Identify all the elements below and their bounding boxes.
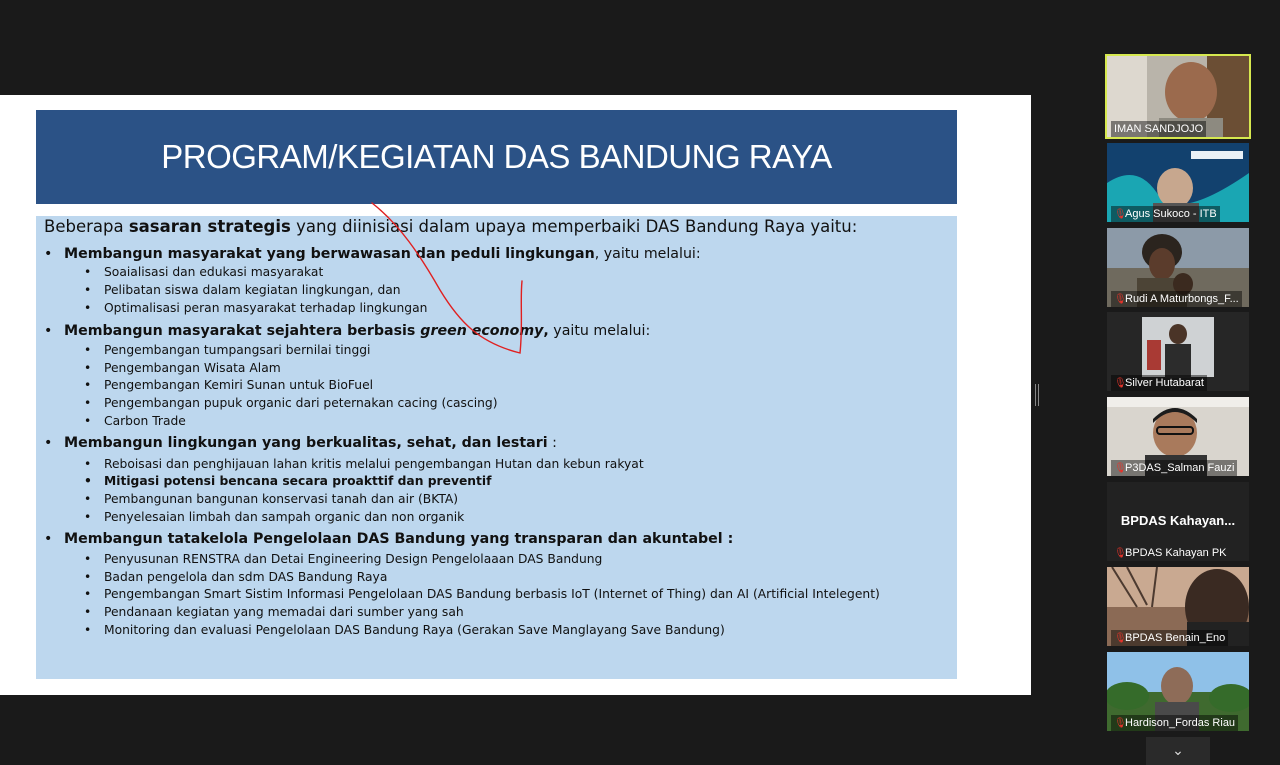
list-item-text: Carbon Trade <box>104 414 186 428</box>
participant-name <box>1111 291 1242 307</box>
section-rest: : <box>547 435 557 451</box>
list-item-text: Monitoring dan evaluasi Pengelolaan DAS Bandung Raya (Gerakan Save Manglayang Save Bandung) <box>104 623 725 637</box>
participant-name-text: IMAN SANDJOJO <box>1114 123 1204 135</box>
panel-resize-handle[interactable] <box>1035 384 1039 406</box>
participant-name-text: Hardison_Fordas Riau <box>1125 717 1236 729</box>
participant-tile[interactable] <box>1107 652 1249 731</box>
slide-intro <box>44 216 857 238</box>
participant-tile[interactable] <box>1107 143 1249 222</box>
list-item-text: Penyelesaian limbah dan sampah organic dan non organik <box>104 510 465 524</box>
bullet: • <box>44 323 53 339</box>
section-rest: , yaitu melalui: <box>594 246 701 262</box>
bullet: • <box>44 246 53 262</box>
participant-name-text: Rudi A Maturbongs_F... <box>1125 293 1239 305</box>
slide-body <box>36 216 957 679</box>
section-heading <box>44 434 557 452</box>
chevron-down-icon: ⌄ <box>1172 743 1184 759</box>
list-item <box>84 300 427 316</box>
mic-muted-icon: 🎙 <box>1114 718 1127 729</box>
bullet: • <box>84 605 92 619</box>
list-item <box>84 342 370 358</box>
section-bold: Membangun tatakelola Pengelolaan DAS Bandung yang transparan dan akuntabel : <box>64 531 734 547</box>
list-item-text: Pelibatan siswa dalam kegiatan lingkungan, dan <box>104 283 401 297</box>
mic-muted-icon: 🎙 <box>1114 378 1127 389</box>
list-item <box>84 622 725 638</box>
bullet: • <box>84 474 92 488</box>
list-item <box>84 604 464 620</box>
bullet: • <box>84 301 92 315</box>
bullet: • <box>84 343 92 357</box>
list-item-text: Pengembangan Smart Sistim Informasi Pengelolaan DAS Bandung berbasis IoT (Internet of Thing) dan AI (Artificial Intelegent) <box>104 587 880 601</box>
list-item <box>84 413 186 429</box>
bullet: • <box>44 531 53 547</box>
section-heading <box>44 322 650 340</box>
participant-name <box>1111 545 1230 561</box>
bullet: • <box>84 378 92 392</box>
mic-muted-icon: 🎙 <box>1114 548 1127 559</box>
list-item <box>84 473 492 489</box>
list-item-text: Pengembangan pupuk organic dari peternakan cacing (cascing) <box>104 396 498 410</box>
list-item-text: Badan pengelola dan sdm DAS Bandung Raya <box>104 570 388 584</box>
bullet: • <box>84 283 92 297</box>
bullet: • <box>84 361 92 375</box>
participant-tile[interactable] <box>1107 567 1249 646</box>
section-bold: Membangun lingkungan yang berkualitas, sehat, dan lestari <box>64 435 548 451</box>
slide-header <box>36 110 957 204</box>
scroll-down-button[interactable] <box>1146 737 1210 765</box>
section-bold-italic: green economy <box>420 323 544 339</box>
list-item-text: Mitigasi potensi bencana secara proakttif dan preventif <box>104 474 492 488</box>
participant-name-text: Silver Hutabarat <box>1125 377 1204 389</box>
bullet: • <box>84 265 92 279</box>
participant-name <box>1111 375 1207 391</box>
mic-muted-icon: 🎙 <box>1114 209 1127 220</box>
mic-muted-icon: 🎙 <box>1114 463 1127 474</box>
shared-screen-slide <box>0 95 1031 695</box>
participant-tile[interactable] <box>1107 312 1249 391</box>
list-item-text: Pengembangan tumpangsari bernilai tinggi <box>104 343 371 357</box>
bullet: • <box>84 510 92 524</box>
participant-display-name: BPDAS Kahayan... <box>1120 513 1236 528</box>
list-item <box>84 360 281 376</box>
list-item <box>84 456 644 472</box>
list-item-text: Reboisasi dan penghijauan lahan kritis melalui pengembangan Hutan dan kebun rakyat <box>104 457 644 471</box>
mic-muted-icon: 🎙 <box>1114 294 1127 305</box>
intro-prefix: Beberapa <box>44 217 129 236</box>
list-item-text: Optimalisasi peran masyarakat terhadap lingkungan <box>104 301 428 315</box>
participant-name <box>1111 121 1206 137</box>
participant-tile[interactable] <box>1107 482 1249 561</box>
section-bold: Membangun masyarakat sejahtera berbasis <box>64 323 421 339</box>
mic-muted-icon: 🎙 <box>1114 633 1127 644</box>
bullet: • <box>84 570 92 584</box>
list-item <box>84 377 373 393</box>
list-item-text: Soaialisasi dan edukasi masyarakat <box>104 265 324 279</box>
section-heading <box>44 530 733 548</box>
list-item <box>84 509 464 525</box>
bullet: • <box>84 552 92 566</box>
bullet: • <box>84 396 92 410</box>
slide-title: PROGRAM/KEGIATAN DAS BANDUNG RAYA <box>161 138 832 175</box>
intro-suffix: yang diinisiasi dalam upaya memperbaiki DAS Bandung Raya yaitu: <box>290 217 858 236</box>
bullet: • <box>84 457 92 471</box>
list-item <box>84 395 498 411</box>
section-heading <box>44 245 701 263</box>
list-item <box>84 586 880 602</box>
participant-tile[interactable] <box>1107 397 1249 476</box>
participant-name <box>1111 630 1228 646</box>
participant-name-text: P3DAS_Salman Fauzi <box>1125 462 1235 474</box>
participant-name <box>1111 460 1237 476</box>
section-bold-end: , <box>543 323 549 339</box>
list-item-text: Pendanaan kegiatan yang memadai dari sumber yang sah <box>104 605 464 619</box>
list-item <box>84 282 401 298</box>
list-item <box>84 551 602 567</box>
participant-tile[interactable] <box>1107 228 1249 307</box>
section-bold: Membangun masyarakat yang berwawasan dan peduli lingkungan <box>64 246 595 262</box>
bullet: • <box>84 414 92 428</box>
list-item-text: Pengembangan Wisata Alam <box>104 361 281 375</box>
list-item <box>84 264 323 280</box>
bullet: • <box>84 623 92 637</box>
participant-name-text: BPDAS Kahayan PK <box>1125 547 1227 559</box>
participant-name <box>1111 206 1220 222</box>
section-rest: yaitu melalui: <box>548 323 651 339</box>
intro-bold: sasaran strategis <box>128 217 291 236</box>
participant-name-text: Agus Sukoco - ITB <box>1125 208 1217 220</box>
list-item-text: Penyusunan RENSTRA dan Detai Engineering Design Pengelolaaan DAS Bandung <box>104 552 603 566</box>
list-item <box>84 569 387 585</box>
list-item-text: Pengembangan Kemiri Sunan untuk BioFuel <box>104 378 374 392</box>
participant-name <box>1111 715 1238 731</box>
participant-name-text: BPDAS Benain_Eno <box>1125 632 1226 644</box>
bullet: • <box>84 492 92 506</box>
bullet: • <box>84 587 92 601</box>
bullet: • <box>44 435 53 451</box>
participant-tile[interactable] <box>1107 56 1249 137</box>
list-item-text: Pembangunan bangunan konservasi tanah dan air (BKTA) <box>104 492 459 506</box>
list-item <box>84 491 458 507</box>
